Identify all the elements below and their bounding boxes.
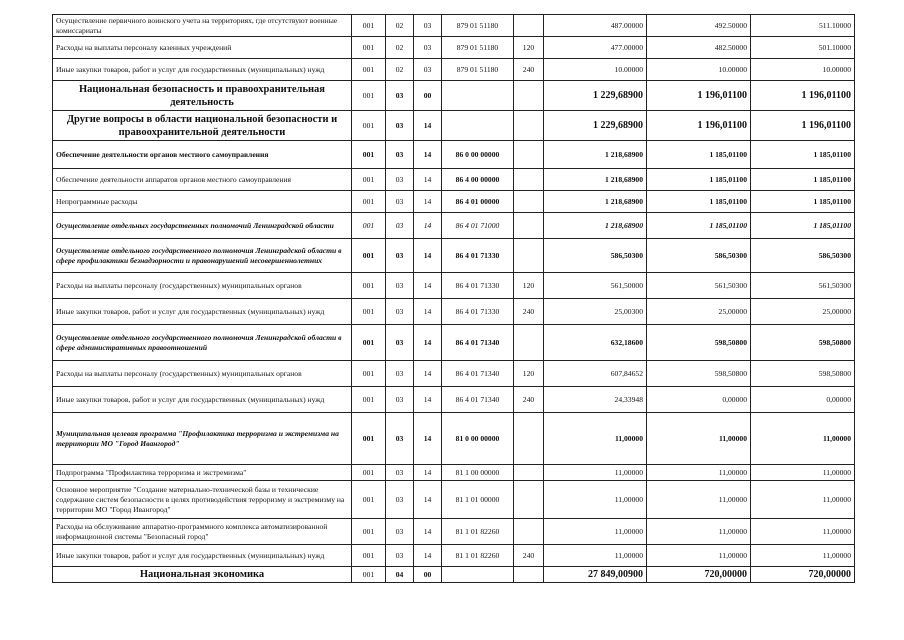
- row-expense-type-cell: [514, 213, 544, 239]
- row-section-code-cell: 03: [386, 169, 414, 191]
- row-value-2-cell: 11,00000: [647, 413, 751, 465]
- row-name-cell: Национальная экономика: [53, 567, 352, 583]
- row-subsection-code-cell: 14: [414, 111, 442, 141]
- row-expense-type-cell: 120: [514, 37, 544, 59]
- row-subsection-code-cell: 14: [414, 325, 442, 361]
- table-row: [53, 169, 855, 191]
- row-target-article-cell: 81 1 01 00000: [442, 481, 514, 519]
- row-admin-code-cell: 001: [352, 361, 386, 387]
- row-value-1-cell: 632,18600: [544, 325, 647, 361]
- row-target-article-cell: [442, 81, 514, 111]
- row-section-code-cell: 03: [386, 273, 414, 299]
- row-expense-type-cell: [514, 567, 544, 583]
- row-target-article-cell: 86 4 01 71340: [442, 387, 514, 413]
- row-target-article-cell: 86 4 01 71340: [442, 325, 514, 361]
- row-section-code-cell: 03: [386, 299, 414, 325]
- row-value-2-cell: 25,00000: [647, 299, 751, 325]
- row-admin-code-cell: 001: [352, 37, 386, 59]
- row-value-3-cell: 1 185,01100: [751, 169, 855, 191]
- row-admin-code-cell: 001: [352, 169, 386, 191]
- row-admin-code-cell: 001: [352, 481, 386, 519]
- row-value-2-cell: 586,50300: [647, 239, 751, 273]
- row-value-1-cell: 1 218,68900: [544, 213, 647, 239]
- row-target-article-cell: 81 0 00 00000: [442, 413, 514, 465]
- row-admin-code-cell: 001: [352, 15, 386, 37]
- row-value-1-cell: 561,50000: [544, 273, 647, 299]
- table-row: [53, 273, 855, 299]
- row-section-code-cell: 03: [386, 387, 414, 413]
- row-value-3-cell: 561,50300: [751, 273, 855, 299]
- row-section-code-cell: 02: [386, 15, 414, 37]
- row-value-1-cell: 11,00000: [544, 519, 647, 545]
- row-subsection-code-cell: 03: [414, 59, 442, 81]
- row-value-1-cell: 477.00000: [544, 37, 647, 59]
- row-target-article-cell: 879 01 51180: [442, 15, 514, 37]
- row-value-3-cell: 11,00000: [751, 545, 855, 567]
- row-section-code-cell: 03: [386, 413, 414, 465]
- row-admin-code-cell: 001: [352, 325, 386, 361]
- row-section-code-cell: 03: [386, 519, 414, 545]
- row-subsection-code-cell: 03: [414, 37, 442, 59]
- row-value-3-cell: 11,00000: [751, 465, 855, 481]
- row-name-cell: Расходы на выплаты персоналу (государственных) муниципальных органов: [53, 361, 352, 387]
- table-row: [53, 567, 855, 583]
- row-name-cell: Осуществление первичного воинского учета на территориях, где отсутствуют военные комиссариаты: [53, 15, 352, 37]
- table-row: [53, 15, 855, 37]
- row-name-cell: Непрограммные расходы: [53, 191, 352, 213]
- row-admin-code-cell: 001: [352, 81, 386, 111]
- row-subsection-code-cell: 14: [414, 545, 442, 567]
- row-name-cell: Муниципальная целевая программа "Профилактика терроризма и экстремизма на территории МО "Город Ивангород": [53, 413, 352, 465]
- row-value-1-cell: 11,00000: [544, 413, 647, 465]
- row-value-2-cell: 720,00000: [647, 567, 751, 583]
- row-name-cell: Обеспечение деятельности органов местного самоуправления: [53, 141, 352, 169]
- row-subsection-code-cell: 14: [414, 413, 442, 465]
- table-row: [53, 413, 855, 465]
- row-expense-type-cell: [514, 169, 544, 191]
- row-value-2-cell: 482.50000: [647, 37, 751, 59]
- row-value-2-cell: 0,00000: [647, 387, 751, 413]
- table-row: [53, 81, 855, 111]
- row-value-1-cell: 11,00000: [544, 481, 647, 519]
- row-value-1-cell: 1 218,68900: [544, 141, 647, 169]
- row-expense-type-cell: [514, 191, 544, 213]
- row-section-code-cell: 04: [386, 567, 414, 583]
- row-admin-code-cell: 001: [352, 299, 386, 325]
- row-expense-type-cell: [514, 413, 544, 465]
- row-subsection-code-cell: 03: [414, 15, 442, 37]
- row-section-code-cell: 03: [386, 465, 414, 481]
- row-value-3-cell: 501.10000: [751, 37, 855, 59]
- row-value-1-cell: 24,33948: [544, 387, 647, 413]
- row-name-cell: Расходы на выплаты персоналу казенных учреждений: [53, 37, 352, 59]
- row-admin-code-cell: 001: [352, 239, 386, 273]
- row-expense-type-cell: [514, 239, 544, 273]
- row-value-1-cell: 1 229,68900: [544, 81, 647, 111]
- row-target-article-cell: 81 1 01 82260: [442, 519, 514, 545]
- row-value-1-cell: 487.00000: [544, 15, 647, 37]
- row-subsection-code-cell: 14: [414, 239, 442, 273]
- budget-table-body: [53, 15, 855, 583]
- row-value-1-cell: 27 849,00900: [544, 567, 647, 583]
- row-value-2-cell: 492.50000: [647, 15, 751, 37]
- row-section-code-cell: 03: [386, 141, 414, 169]
- row-target-article-cell: [442, 111, 514, 141]
- table-row: [53, 37, 855, 59]
- row-target-article-cell: 81 1 00 00000: [442, 465, 514, 481]
- row-expense-type-cell: [514, 325, 544, 361]
- table-row: [53, 387, 855, 413]
- row-value-2-cell: 598,50800: [647, 361, 751, 387]
- row-target-article-cell: 879 01 51180: [442, 59, 514, 81]
- row-subsection-code-cell: 00: [414, 567, 442, 583]
- row-value-1-cell: 607,84652: [544, 361, 647, 387]
- row-value-3-cell: 11,00000: [751, 519, 855, 545]
- row-value-1-cell: 1 218,68900: [544, 169, 647, 191]
- row-name-cell: Осуществление отдельного государственного полномочия Ленинградской области в сфере административных правоотношений: [53, 325, 352, 361]
- budget-table: [52, 14, 855, 583]
- row-value-2-cell: 11,00000: [647, 545, 751, 567]
- row-expense-type-cell: [514, 111, 544, 141]
- table-row: [53, 361, 855, 387]
- row-admin-code-cell: 001: [352, 465, 386, 481]
- table-row: [53, 239, 855, 273]
- row-value-2-cell: 1 196,01100: [647, 111, 751, 141]
- row-expense-type-cell: [514, 81, 544, 111]
- row-section-code-cell: 03: [386, 239, 414, 273]
- row-section-code-cell: 03: [386, 481, 414, 519]
- row-value-3-cell: 1 196,01100: [751, 111, 855, 141]
- row-target-article-cell: 86 0 00 00000: [442, 141, 514, 169]
- row-value-2-cell: 10.00000: [647, 59, 751, 81]
- row-value-2-cell: 1 185,01100: [647, 191, 751, 213]
- row-name-cell: Осуществление отдельных государственных полномочий Ленинградской области: [53, 213, 352, 239]
- table-row: [53, 59, 855, 81]
- row-expense-type-cell: 240: [514, 387, 544, 413]
- row-target-article-cell: [442, 567, 514, 583]
- row-target-article-cell: 86 4 01 71330: [442, 273, 514, 299]
- row-subsection-code-cell: 00: [414, 81, 442, 111]
- row-name-cell: Подпрограмма "Профилактика терроризма и экстремизма": [53, 465, 352, 481]
- row-name-cell: Обеспечение деятельности аппаратов органов местного самоуправления: [53, 169, 352, 191]
- table-row: [53, 519, 855, 545]
- row-target-article-cell: 86 4 01 00000: [442, 191, 514, 213]
- row-value-3-cell: 0,00000: [751, 387, 855, 413]
- row-value-1-cell: 10.00000: [544, 59, 647, 81]
- row-value-2-cell: 1 185,01100: [647, 141, 751, 169]
- row-value-1-cell: 1 229,68900: [544, 111, 647, 141]
- row-name-cell: Иные закупки товаров, работ и услуг для государственных (муниципальных) нужд: [53, 545, 352, 567]
- table-row: [53, 545, 855, 567]
- row-name-cell: Иные закупки товаров, работ и услуг для государственных (муниципальных) нужд: [53, 299, 352, 325]
- row-value-3-cell: 1 196,01100: [751, 81, 855, 111]
- table-row: [53, 325, 855, 361]
- row-subsection-code-cell: 14: [414, 141, 442, 169]
- row-subsection-code-cell: 14: [414, 273, 442, 299]
- row-value-3-cell: 11,00000: [751, 413, 855, 465]
- row-name-cell: Иные закупки товаров, работ и услуг для государственных (муниципальных) нужд: [53, 387, 352, 413]
- row-subsection-code-cell: 14: [414, 299, 442, 325]
- row-expense-type-cell: 120: [514, 361, 544, 387]
- row-value-2-cell: 11,00000: [647, 519, 751, 545]
- row-admin-code-cell: 001: [352, 111, 386, 141]
- row-expense-type-cell: [514, 15, 544, 37]
- row-subsection-code-cell: 14: [414, 169, 442, 191]
- row-value-1-cell: 586,50300: [544, 239, 647, 273]
- row-admin-code-cell: 001: [352, 387, 386, 413]
- row-value-3-cell: 10.00000: [751, 59, 855, 81]
- row-value-1-cell: 1 218,68900: [544, 191, 647, 213]
- row-target-article-cell: 86 4 01 71330: [442, 239, 514, 273]
- row-value-3-cell: 11,00000: [751, 481, 855, 519]
- row-value-3-cell: 586,50300: [751, 239, 855, 273]
- row-value-3-cell: 25,00000: [751, 299, 855, 325]
- row-section-code-cell: 03: [386, 213, 414, 239]
- row-expense-type-cell: 240: [514, 59, 544, 81]
- row-section-code-cell: 03: [386, 545, 414, 567]
- row-name-cell: Расходы на выплаты персоналу (государственных) муниципальных органов: [53, 273, 352, 299]
- row-value-2-cell: 598,50800: [647, 325, 751, 361]
- row-admin-code-cell: 001: [352, 141, 386, 169]
- row-expense-type-cell: 120: [514, 273, 544, 299]
- row-target-article-cell: 86 4 01 71340: [442, 361, 514, 387]
- row-value-2-cell: 1 185,01100: [647, 213, 751, 239]
- table-row: [53, 213, 855, 239]
- row-admin-code-cell: 001: [352, 273, 386, 299]
- row-section-code-cell: 02: [386, 37, 414, 59]
- row-expense-type-cell: [514, 519, 544, 545]
- row-value-3-cell: 1 185,01100: [751, 191, 855, 213]
- row-value-3-cell: 1 185,01100: [751, 213, 855, 239]
- row-expense-type-cell: [514, 465, 544, 481]
- row-value-3-cell: 598,50800: [751, 325, 855, 361]
- row-section-code-cell: 03: [386, 325, 414, 361]
- row-section-code-cell: 03: [386, 191, 414, 213]
- row-target-article-cell: 879 01 51180: [442, 37, 514, 59]
- row-value-1-cell: 25,00300: [544, 299, 647, 325]
- budget-table-wrapper: [52, 14, 854, 583]
- row-section-code-cell: 03: [386, 111, 414, 141]
- row-name-cell: Основное мероприятие "Создание материально-технической базы и технические содержание систем безопасности в целях противодействия терроризму и экстремизму на территории МО "Город Ивангород": [53, 481, 352, 519]
- row-expense-type-cell: [514, 481, 544, 519]
- row-subsection-code-cell: 14: [414, 465, 442, 481]
- row-expense-type-cell: 240: [514, 545, 544, 567]
- row-value-3-cell: 511.10000: [751, 15, 855, 37]
- row-value-2-cell: 561,50300: [647, 273, 751, 299]
- row-name-cell: Другие вопросы в области национальной безопасности и правоохранительной деятельности: [53, 111, 352, 141]
- table-row: [53, 299, 855, 325]
- table-row: [53, 111, 855, 141]
- row-admin-code-cell: 001: [352, 413, 386, 465]
- row-admin-code-cell: 001: [352, 59, 386, 81]
- row-subsection-code-cell: 14: [414, 387, 442, 413]
- row-section-code-cell: 03: [386, 361, 414, 387]
- row-admin-code-cell: 001: [352, 519, 386, 545]
- row-value-2-cell: 11,00000: [647, 465, 751, 481]
- row-name-cell: Иные закупки товаров, работ и услуг для государственных (муниципальных) нужд: [53, 59, 352, 81]
- row-subsection-code-cell: 14: [414, 519, 442, 545]
- row-value-2-cell: 1 196,01100: [647, 81, 751, 111]
- row-target-article-cell: 86 4 01 71330: [442, 299, 514, 325]
- row-subsection-code-cell: 14: [414, 361, 442, 387]
- row-value-3-cell: 720,00000: [751, 567, 855, 583]
- row-value-1-cell: 11,00000: [544, 545, 647, 567]
- row-section-code-cell: 03: [386, 81, 414, 111]
- row-name-cell: Национальная безопасность и правоохранительная деятельность: [53, 81, 352, 111]
- row-name-cell: Расходы на обслуживание аппаратно-программного комплекса автоматизированной информационной системы "Безопасный город": [53, 519, 352, 545]
- row-admin-code-cell: 001: [352, 545, 386, 567]
- row-admin-code-cell: 001: [352, 567, 386, 583]
- row-target-article-cell: 86 4 00 00000: [442, 169, 514, 191]
- row-admin-code-cell: 001: [352, 191, 386, 213]
- row-expense-type-cell: 240: [514, 299, 544, 325]
- row-value-3-cell: 1 185,01100: [751, 141, 855, 169]
- row-value-2-cell: 11,00000: [647, 481, 751, 519]
- row-subsection-code-cell: 14: [414, 213, 442, 239]
- table-row: [53, 141, 855, 169]
- row-admin-code-cell: 001: [352, 213, 386, 239]
- row-target-article-cell: 81 1 01 82260: [442, 545, 514, 567]
- row-expense-type-cell: [514, 141, 544, 169]
- row-value-2-cell: 1 185,01100: [647, 169, 751, 191]
- row-subsection-code-cell: 14: [414, 191, 442, 213]
- row-value-1-cell: 11,00000: [544, 465, 647, 481]
- row-section-code-cell: 02: [386, 59, 414, 81]
- table-row: [53, 481, 855, 519]
- row-target-article-cell: 86 4 01 71000: [442, 213, 514, 239]
- row-name-cell: Осуществление отдельного государственного полномочия Ленинградской области в сфере профилактики безнадзорности и правонарушений несовершеннолетних: [53, 239, 352, 273]
- table-row: [53, 191, 855, 213]
- row-subsection-code-cell: 14: [414, 481, 442, 519]
- row-value-3-cell: 598,50800: [751, 361, 855, 387]
- table-row: [53, 465, 855, 481]
